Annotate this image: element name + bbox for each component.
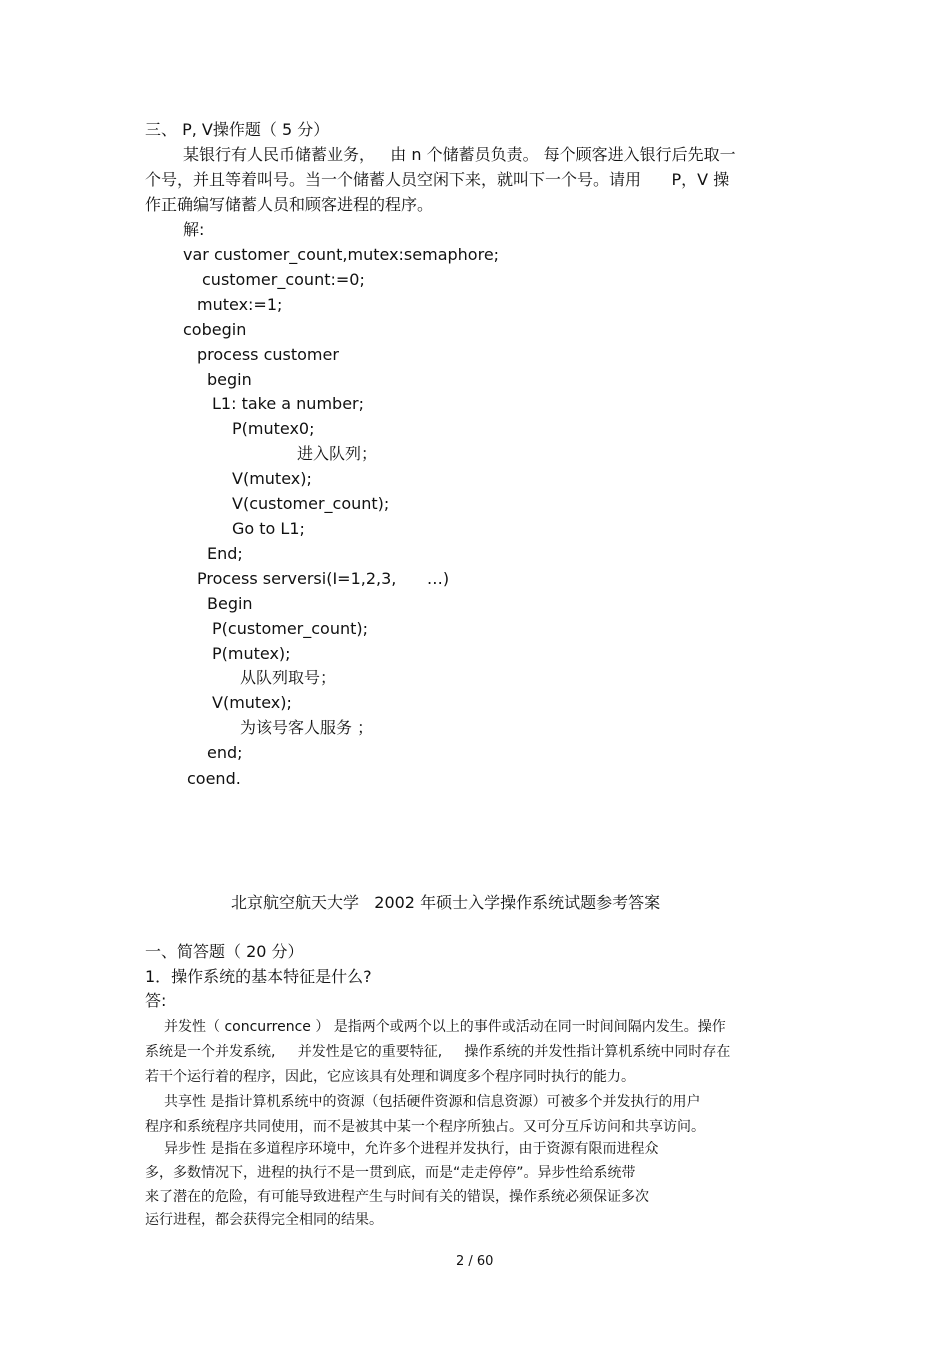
code-line: cobegin [183,320,247,339]
code-line: Begin [207,594,253,613]
code-line: var customer_count,mutex:semaphore; [183,245,500,264]
code-line: begin [207,370,252,389]
question-1: 1．操作系统的基本特征是什么? [145,967,372,986]
answer-line: 若干个运行着的程序，因此，它应该具有处理和调度多个程序同时执行的能力。 [145,1069,635,1085]
code-line: 为该号客人服务 ； [240,718,374,737]
problem-line: 某银行有人民币储蓄业务， 由 n 个储蓄员负责。 每个顾客进入银行后先取一 [183,145,736,164]
code-line: 进入队列； [297,444,378,463]
code-line: customer_count:=0; [202,270,365,289]
code-line: V(mutex); [232,469,312,488]
solution-label: 解: [183,220,205,239]
code-line: mutex:=1; [197,295,283,314]
answer-line: 异步性 是指在多道程序环境中，允许多个进程并发执行，由于资源有限而进程众 [164,1141,659,1157]
code-line: process customer [197,345,339,364]
section-1-heading: 一、简答题（ 20 分） [145,942,304,961]
code-line: Process serversi(I=1,2,3, …) [197,569,450,588]
section-3-heading: 三、 P, V操作题（ 5 分） [145,120,330,139]
code-line: 从队列取号； [240,668,337,687]
code-line: coend. [187,769,241,788]
answer-label: 答: [145,991,167,1010]
answer-line: 并发性（ concurrence ） 是指两个或两个以上的事件或活动在同一时间间隔内发生。操作 [164,1019,726,1035]
answer-line: 来了潜在的危险，有可能导致进程产生与时间有关的错误，操作系统必须保证多次 [145,1189,649,1205]
answer-line: 运行进程，都会获得完全相同的结果。 [145,1212,383,1228]
code-line: P(mutex0; [232,419,315,438]
code-line: V(mutex); [212,693,292,712]
page-number: 2 / 60 [456,1254,494,1269]
code-line: V(customer_count); [232,494,390,513]
answer-line: 共享性 是指计算机系统中的资源（包括硬件资源和信息资源）可被多个并发执行的用户 [164,1094,701,1110]
code-line: End; [207,544,243,563]
problem-line: 作正确编写储蓄人员和顾客进程的程序。 [145,195,434,214]
code-line: L1: take a number; [212,394,364,413]
answer-line: 系统是一个并发系统, 并发性是它的重要特征, 操作系统的并发性指计算机系统中同时存在 [145,1044,731,1060]
code-line: Go to L1; [232,519,305,538]
code-line: end; [207,743,243,762]
answer-line: 多，多数情况下，进程的执行不是一贯到底，而是“走走停停”。异步性给系统带 [145,1165,636,1181]
problem-line: 个号，并且等着叫号。当一个储蓄人员空闲下来，就叫下一个号。请用 P，V 操 [145,170,730,189]
document-title: 北京航空航天大学 2002 年硕士入学操作系统试题参考答案 [231,893,661,912]
answer-line: 程序和系统程序共同使用，而不是被其中某一个程序所独占。又可分互斥访问和共享访问。 [145,1119,705,1135]
code-line: P(customer_count); [212,619,369,638]
code-line: P(mutex); [212,644,291,663]
